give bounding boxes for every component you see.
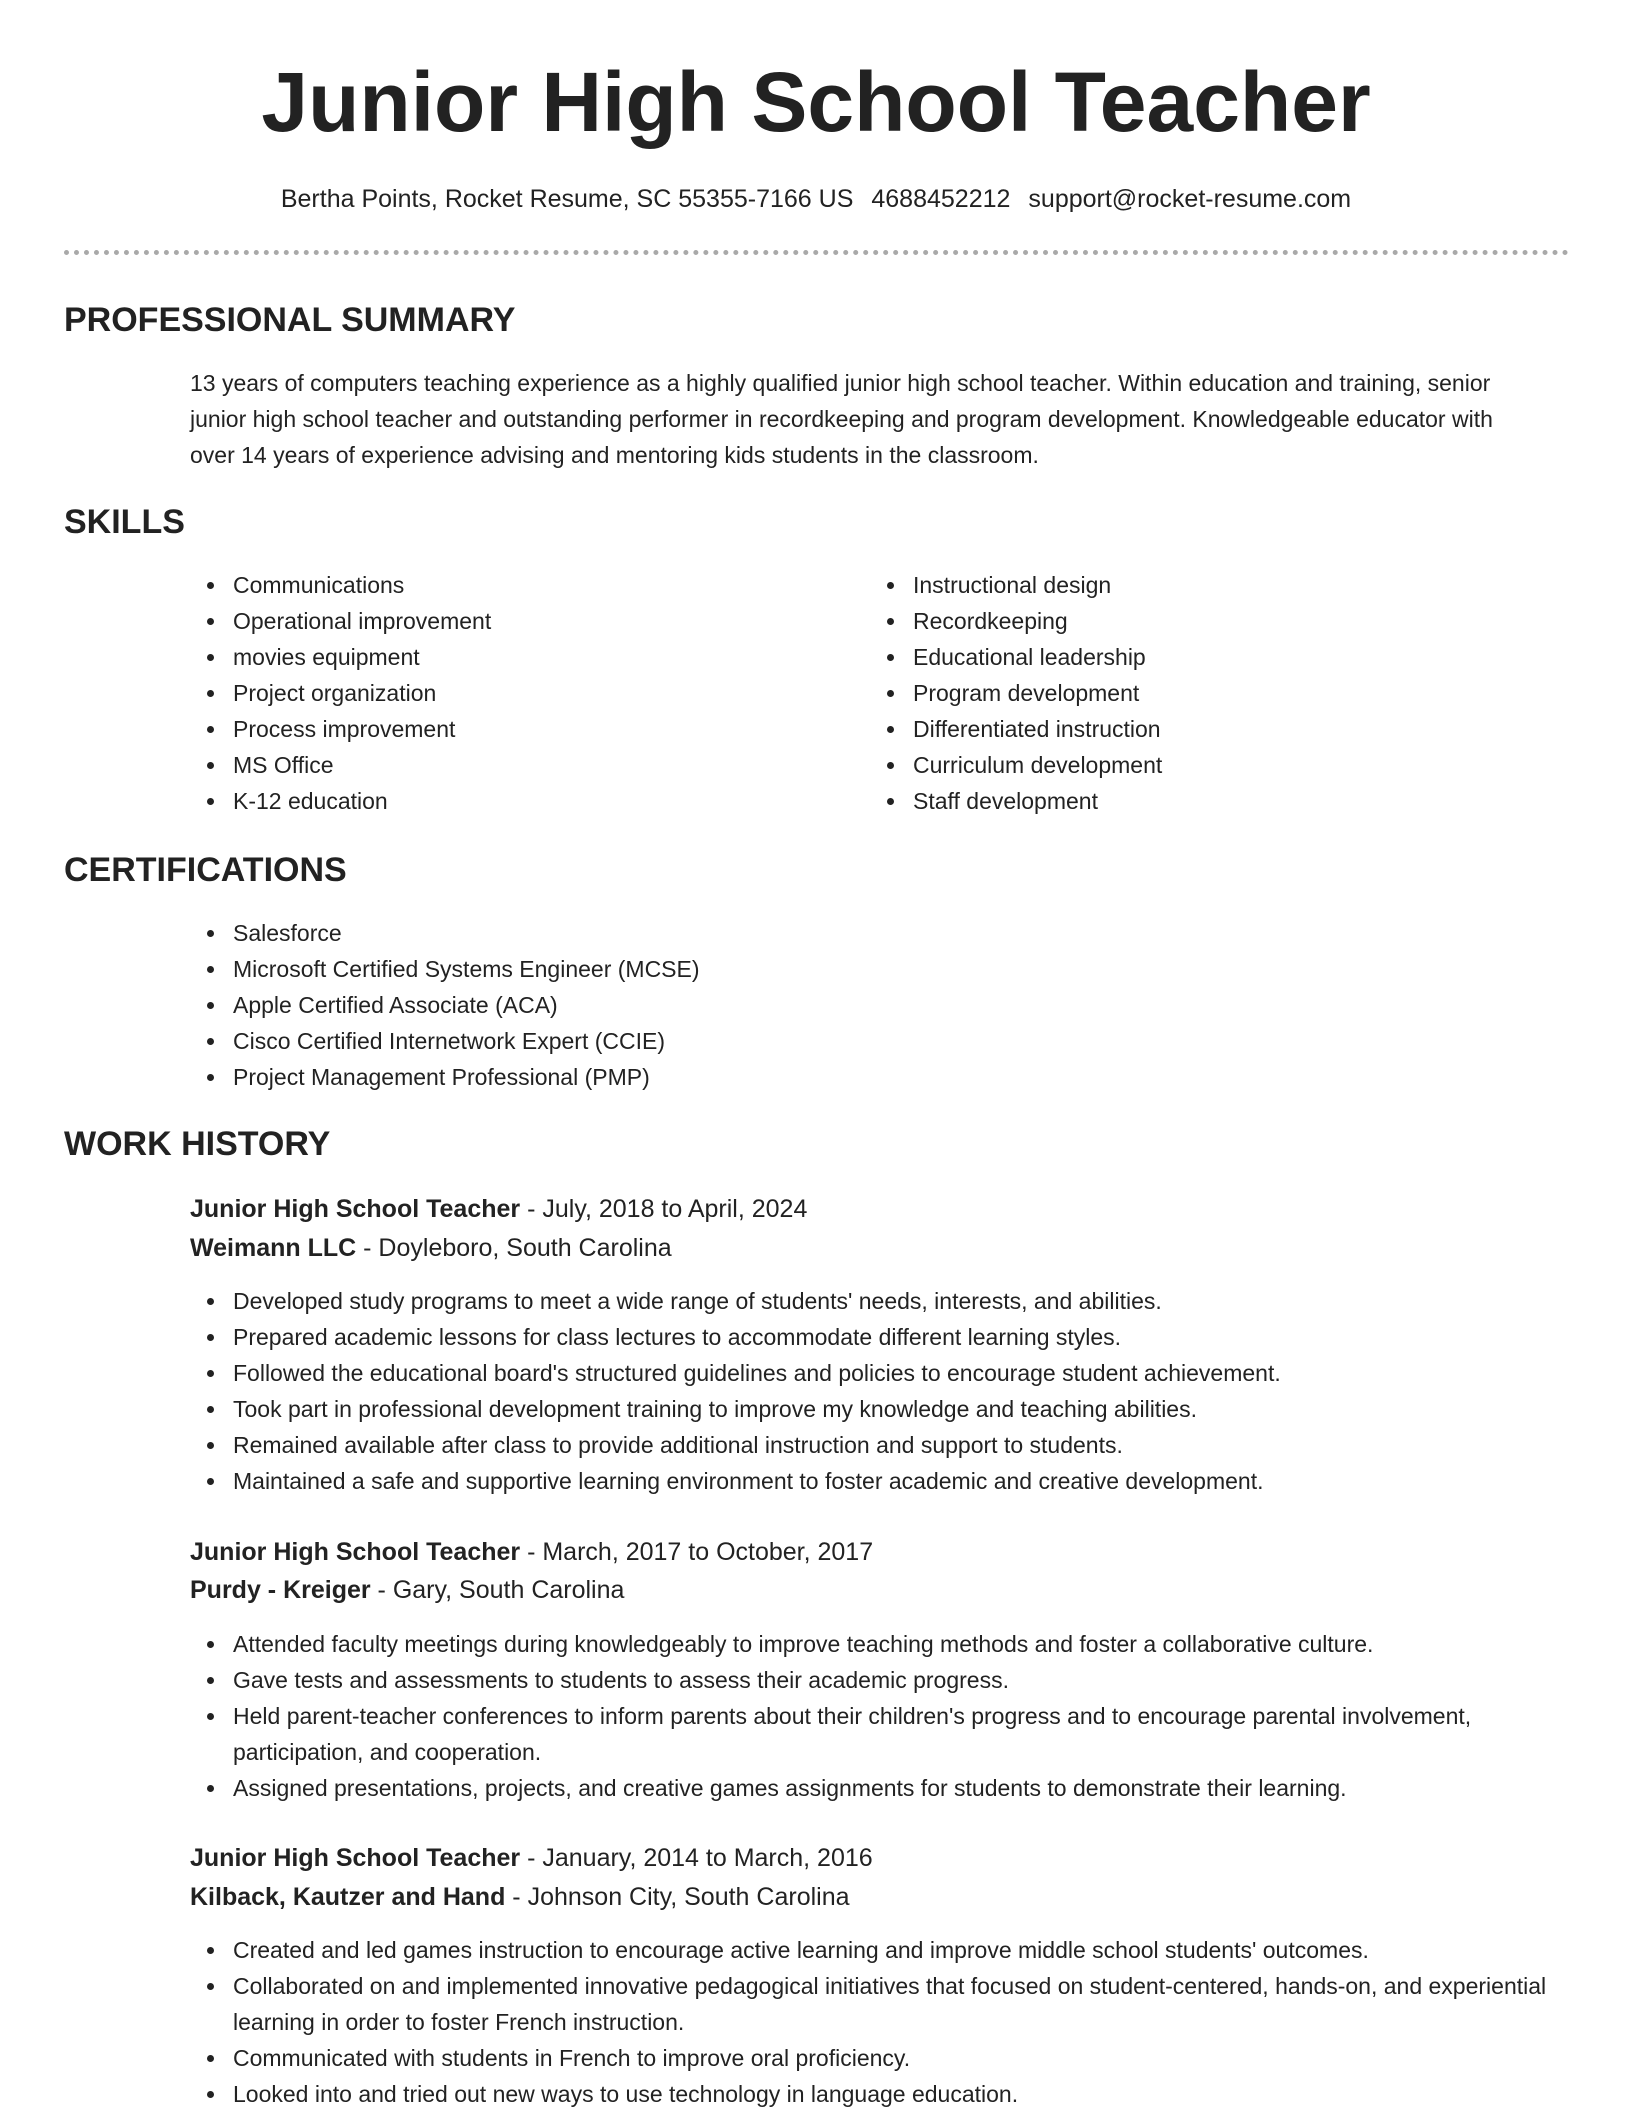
skill-item: Project organization: [190, 675, 830, 711]
summary-heading: PROFESSIONAL SUMMARY: [64, 301, 516, 339]
job-bullet: Gave tests and assessments to students to assess their academic progress.: [190, 1662, 1550, 1698]
skill-item: Staff development: [870, 783, 1510, 819]
job-bullet-list: [190, 1283, 1550, 1499]
contact-line: [0, 182, 1632, 216]
job-company-line: [190, 1230, 672, 1266]
job-role: Junior High School Teacher: [190, 1844, 521, 1872]
job-location: - Johnson City, South Carolina: [505, 1883, 850, 1911]
job-title-line: [190, 1840, 873, 1876]
job-title-line: [190, 1534, 873, 1570]
job-bullet: Took part in professional development training to improve my knowledge and teaching abilities.: [190, 1391, 1550, 1427]
job-bullet: Communicated with students in French to improve oral proficiency.: [190, 2040, 1550, 2076]
job-bullet: Developed study programs to meet a wide range of students' needs, interests, and abilities.: [190, 1283, 1550, 1319]
job-role: Junior High School Teacher: [190, 1538, 521, 1566]
skill-item: Operational improvement: [190, 603, 830, 639]
job-dates: - January, 2014 to March, 2016: [520, 1844, 873, 1872]
skill-item: K-12 education: [190, 783, 830, 819]
certification-item: Salesforce: [190, 915, 1490, 951]
job-bullet: Followed the educational board's structured guidelines and policies to encourage student achievement.: [190, 1355, 1550, 1391]
certification-item: Microsoft Certified Systems Engineer (MCSE): [190, 951, 1490, 987]
certifications-heading: CERTIFICATIONS: [64, 851, 347, 889]
skill-item: Recordkeeping: [870, 603, 1510, 639]
certification-item: Project Management Professional (PMP): [190, 1059, 1490, 1095]
job-company-line: [190, 1879, 850, 1915]
job-bullet: Looked into and tried out new ways to use technology in language education.: [190, 2076, 1550, 2112]
skill-item: Instructional design: [870, 567, 1510, 603]
job-bullet-list: [190, 1932, 1550, 2112]
resume-name-heading: Junior High School Teacher: [261, 55, 1371, 149]
skills-list-left: [190, 567, 830, 819]
job-bullet: Prepared academic lessons for class lectures to accommodate different learning styles.: [190, 1319, 1550, 1355]
work-history-heading: WORK HISTORY: [64, 1125, 331, 1163]
job-company: Weimann LLC: [190, 1234, 357, 1262]
job-bullet: Held parent-teacher conferences to inform parents about their children's progress and to encourage parental involvement, participation, and cooperation.: [190, 1698, 1550, 1770]
header-divider: [64, 250, 1569, 255]
job-bullet: Collaborated on and implemented innovative pedagogical initiatives that focused on student-centered, hands-on, and experiential learning in order to foster French instruction.: [190, 1968, 1550, 2040]
skill-item: Educational leadership: [870, 639, 1510, 675]
skill-item: Communications: [190, 567, 830, 603]
summary-text: 13 years of computers teaching experience as a highly qualified junior high school teacher. Within education and training, senior junior high school teacher and outstanding performer in recordkeeping and program development. Knowledgeable educator with over 14 years of experience advising and mentoring kids students in the classroom.: [190, 370, 1493, 468]
skill-item: Curriculum development: [870, 747, 1510, 783]
certification-item: Apple Certified Associate (ACA): [190, 987, 1490, 1023]
job-bullet: Created and led games instruction to encourage active learning and improve middle school students' outcomes.: [190, 1932, 1550, 1968]
job-company: Kilback, Kautzer and Hand: [190, 1883, 506, 1911]
job-role: Junior High School Teacher: [190, 1195, 521, 1223]
job-company-line: [190, 1572, 624, 1608]
job-bullet: Maintained a safe and supportive learning environment to foster academic and creative development.: [190, 1463, 1550, 1499]
job-bullet: Assigned presentations, projects, and creative games assignments for students to demonstrate their learning.: [190, 1770, 1550, 1806]
contact-address: Bertha Points, Rocket Resume, SC 55355-7166 US: [280, 185, 854, 213]
skills-list-right: [870, 567, 1510, 819]
certifications-list: [190, 915, 1490, 1095]
job-dates: - March, 2017 to October, 2017: [520, 1538, 874, 1566]
job-location: - Doyleboro, South Carolina: [356, 1234, 672, 1262]
skill-item: MS Office: [190, 747, 830, 783]
contact-phone: 4688452212: [871, 185, 1011, 213]
skills-heading: SKILLS: [64, 503, 185, 541]
skill-item: movies equipment: [190, 639, 830, 675]
skill-item: Process improvement: [190, 711, 830, 747]
job-company: Purdy - Kreiger: [190, 1576, 371, 1604]
job-dates: - July, 2018 to April, 2024: [520, 1195, 808, 1223]
skill-item: Differentiated instruction: [870, 711, 1510, 747]
skill-item: Program development: [870, 675, 1510, 711]
job-bullet: Remained available after class to provide additional instruction and support to students.: [190, 1427, 1550, 1463]
job-location: - Gary, South Carolina: [370, 1576, 625, 1604]
job-bullet-list: [190, 1626, 1550, 1806]
job-bullet: Attended faculty meetings during knowledgeably to improve teaching methods and foster a collaborative culture.: [190, 1626, 1550, 1662]
contact-email: support@rocket-resume.com: [1028, 185, 1352, 213]
job-title-line: [190, 1191, 807, 1227]
certification-item: Cisco Certified Internetwork Expert (CCIE): [190, 1023, 1490, 1059]
